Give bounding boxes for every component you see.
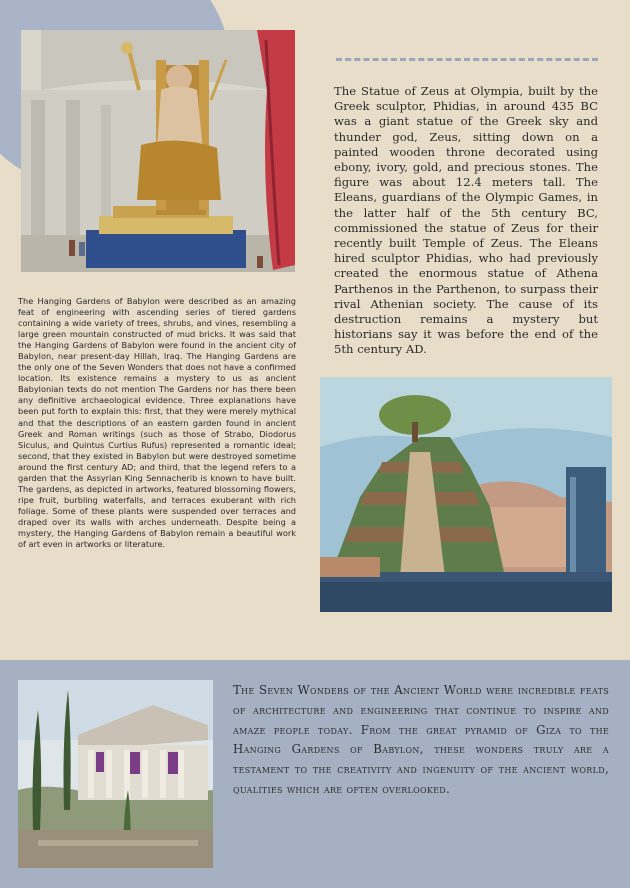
temple-image [18,680,213,868]
statue-of-zeus-paragraph: The Statue of Zeus at Olympia, built by the Greek sculptor, Phidias, in around 435 BC was a giant statue of the Greek sky and thunder god, Zeus, sitting down on a painted wooden throne decorated using ebony, ivory, gold, and precious stones. The figure was about 12.4 meters tall. The Eleans, guardians of the Olympic Games, in the latter half of the 5th century BC, commissioned the statue of Zeus for their recently built Temple of Zeus. The Eleans hired sculptor Phidias, who had previously created the enormous statue of Athena Parthenos in the Parthenon, to surpass their rival Athenian society. The cause of its destruction remains a mystery but historians say it was before the end of the 5th century AD. [334,84,598,357]
statue-of-zeus-image [21,30,295,272]
hanging-gardens-image [320,377,612,612]
decorative-divider [336,58,598,61]
hanging-gardens-paragraph: The Hanging Gardens of Babylon were described as an amazing feat of engineering with ascending series of tiered gardens containing a wide variety of trees, shrubs, and vines, resembling a large green mountain constructed of mud bricks. It was said that the Hanging Gardens of Babylon were found in the ancient city of Babylon, near present-day Hillah, Iraq. The Hanging Gardens are the only one of the Seven Wonders that does not have a confirmed location. Its existence remains a mystery to us as ancient Babylonian texts do not mention The Gardens nor has there been any definitive archaeological evidence. Three explanations have been put forth to explain this: first, that they were merely mythical and that the descriptions of an eastern garden found in ancient Greek and Roman writings (such as those of Strabo, Diodorus Siculus, and Quintus Curtius Rufus) represented a romantic ideal; second, that they existed in Babylon but were destroyed sometime around the first century AD; and third, that the legend refers to a garden that the Assyrian King Sennacherib is known to have built. The gardens, as depicted in artworks, featured blossoming flowers, ripe fruit, burbling waterfalls, and terraces exuberant with rich foliage. Some of these plants were suspended over terraces and draped over its walls with arches underneath. Despite being a mystery, the Hanging Gardens of Babylon remain a beautiful work of art even in artworks or literature. [18,296,296,550]
seven-wonders-conclusion: The Seven Wonders of the Ancient World were incredible feats of architecture and engineering that continue to inspire and amaze people today. From the great pyramid of Giza to the Hanging Gardens of Babylon, these wonders truly are a testament to the creativity and ingenuity of the ancient world, qualities which are often overlooked. [233,683,609,796]
